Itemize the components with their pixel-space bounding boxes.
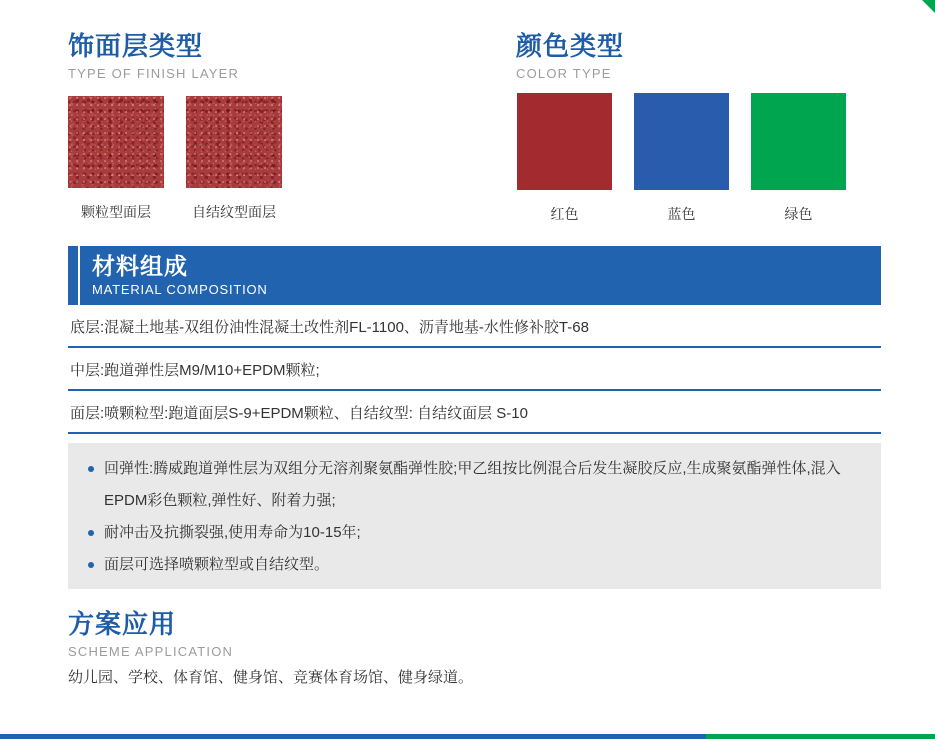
material-composition-title: 材料组成 [92, 253, 188, 279]
granular-texture-image [68, 96, 164, 188]
finish-layer-title: 饰面层类型 [68, 31, 204, 61]
color-type-section-header [516, 32, 624, 81]
material-row-surface-layer: 面层:喷颗粒型:跑道面层S-9+EPDM颗粒、自结纹型: 自结纹面层 S-10 [68, 391, 881, 434]
finish-layer-subtitle: TYPE OF FINISH LAYER [68, 65, 240, 81]
application-title: 方案应用 [68, 609, 177, 639]
green-swatch-image [751, 93, 846, 190]
swatch-green [751, 93, 846, 224]
banner-content [68, 246, 881, 297]
finish-sample-granular [68, 96, 164, 222]
swatch-red [517, 93, 612, 224]
application-subtitle: SCHEME APPLICATION [68, 643, 234, 659]
corner-accent-triangle [922, 0, 935, 13]
bottom-bar-green-segment [706, 734, 935, 739]
application-section-header [68, 610, 233, 659]
note-resilience-text: 回弹性:腾威跑道弹性层为双组分无溶剂聚氨酯弹性胶;甲乙组按比例混合后发生凝胶反应,生成聚氨酯弹性体,混入EPDM彩色颗粒,弹性好、附着力强; [104, 460, 841, 509]
finish-layer-samples [68, 96, 282, 222]
note-surface-options-text: 面层可选择喷颗粒型或自结纹型。 [104, 556, 330, 573]
banner-accent-line [78, 246, 80, 305]
application-text: 幼儿园、学校、体育馆、健身馆、竞赛体育场馆、健身绿道。 [68, 669, 474, 686]
bullet-dot-icon [88, 562, 94, 568]
note-surface-options [88, 549, 857, 581]
color-swatches [517, 93, 846, 224]
material-composition-banner [68, 246, 881, 305]
material-row-bottom-layer: 底层:混凝土地基-双组份油性混凝土改性剂FL-1100、沥青地基-水性修补胶T-68 [68, 305, 881, 348]
finish-layer-section-header [68, 32, 239, 81]
bullet-dot-icon [88, 530, 94, 536]
green-swatch-label: 绿色 [784, 206, 813, 222]
red-swatch-image [517, 93, 612, 190]
finish-sample-self-textured [186, 96, 282, 222]
note-resilience [88, 453, 857, 517]
blue-swatch-label: 蓝色 [667, 206, 696, 222]
bottom-accent-bar [0, 734, 935, 739]
self-textured-texture-image [186, 96, 282, 188]
self-textured-texture-label: 自结纹型面层 [192, 204, 276, 220]
color-type-title: 颜色类型 [516, 31, 625, 61]
granular-texture-label: 颗粒型面层 [81, 204, 151, 220]
red-swatch-label: 红色 [550, 206, 579, 222]
note-impact-resistance-text: 耐冲击及抗撕裂强,使用寿命为10-15年; [104, 524, 361, 541]
material-row-middle-layer: 中层:跑道弹性层M9/M10+EPDM颗粒; [68, 348, 881, 391]
note-impact-resistance [88, 517, 857, 549]
bottom-bar-blue-segment [0, 734, 706, 739]
blue-swatch-image [634, 93, 729, 190]
bullet-dot-icon [88, 466, 94, 472]
material-rows [68, 305, 881, 434]
material-composition-subtitle: MATERIAL COMPOSITION [92, 281, 268, 297]
swatch-blue [634, 93, 729, 224]
material-notes-box [68, 443, 881, 589]
color-type-subtitle: COLOR TYPE [516, 65, 612, 81]
